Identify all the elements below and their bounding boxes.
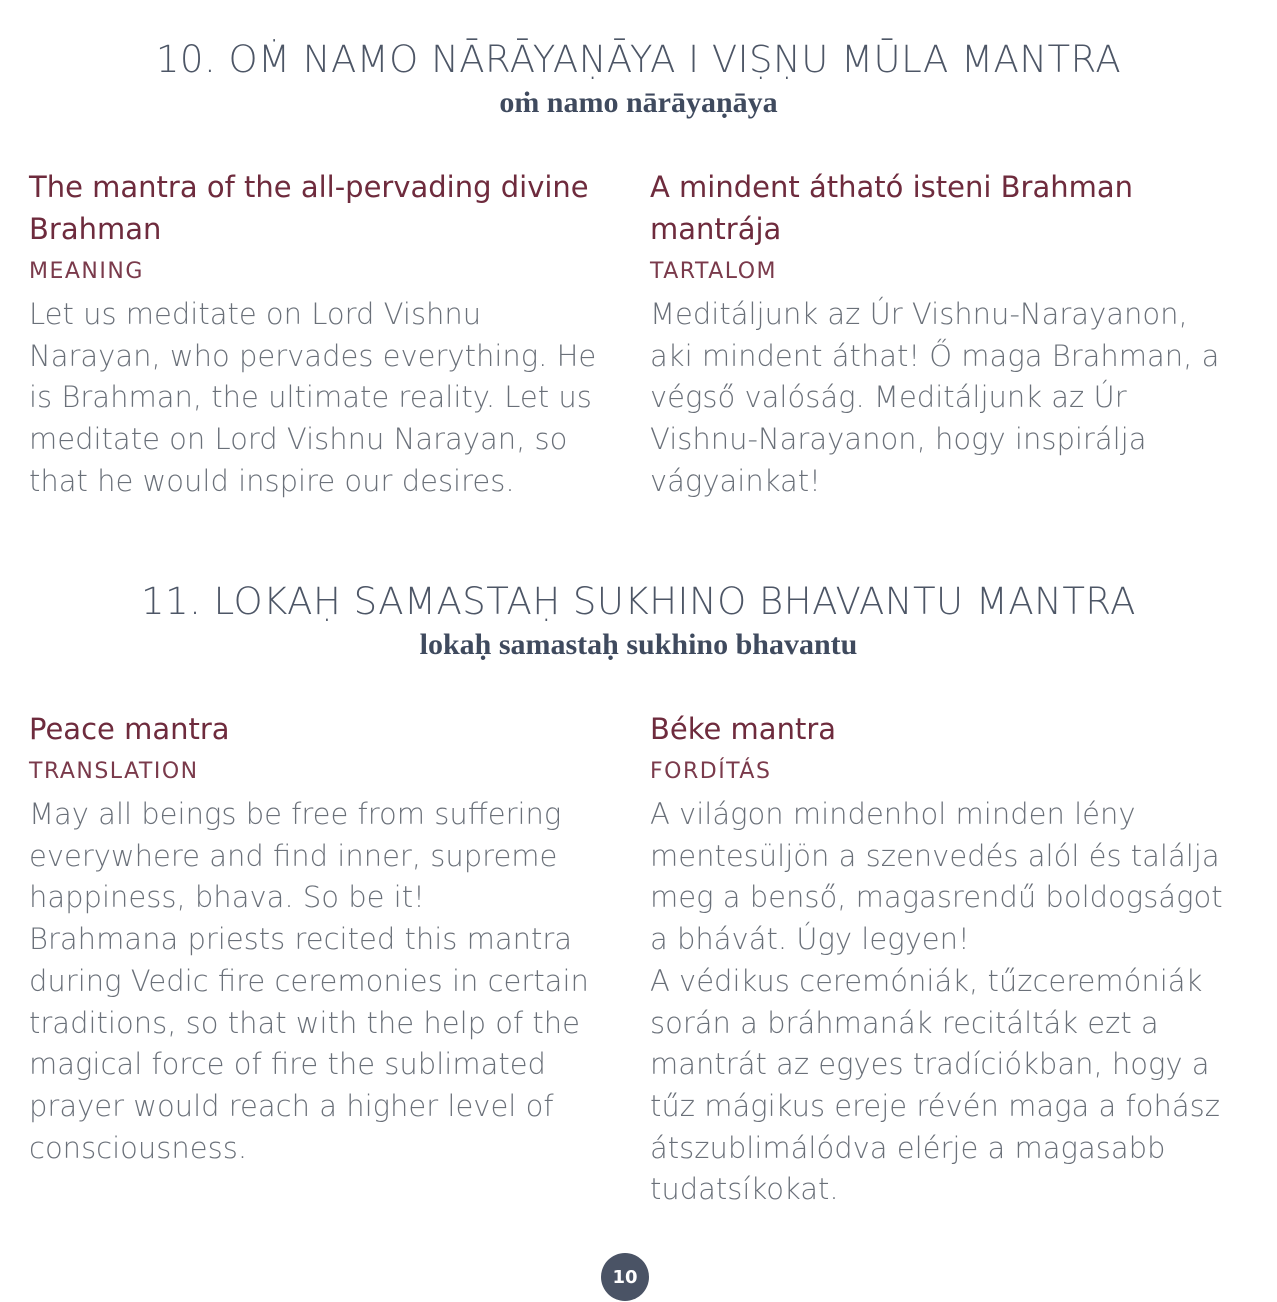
section-2-english-column (29, 708, 604, 1169)
section-2-subtitle: lokaḥ samastaḥ sukhino bhavantu (419, 628, 858, 661)
section-1-hungarian-heading: A mindent átható isteni Brahman mantrája (650, 170, 1133, 246)
section-1-hungarian-label: TARTALOM (650, 259, 778, 284)
section-1-english-paragraph: Let us meditate on Lord Vishnu Narayan, who pervades everything. He is Brahman, the ultimate reality. Let us meditate on Lord Vishnu Narayan, so that he would inspire our desires. (29, 297, 597, 498)
section-2-english-heading: Peace mantra (29, 712, 230, 746)
page-number-badge: 10 (601, 1253, 649, 1301)
section-1-english-heading: The mantra of the all-pervading divine Brahman (29, 170, 589, 246)
section-2-hungarian-column (650, 708, 1225, 1211)
section-2-hungarian-paragraph-1: A világon mindenhol minden lény mentesüljön a szenvedés alól és találja meg a benső, magasrendű boldogságot a bhávát. Úgy legyen! (650, 797, 1223, 957)
section-2-english-label: TRANSLATION (29, 759, 199, 784)
section-2-hungarian-paragraph-2: A védikus ceremóniák, tűzceremóniák során a bráhmanák recitálták ezt a mantrát az egyes tradíciókban, hogy a tűz mágikus ereje révén maga a fohász átszublimálódva elérje a magasabb tudatsíkokat. (650, 963, 1220, 1207)
section-1-hungarian-column (650, 166, 1225, 503)
section-2-hungarian-label: FORDÍTÁS (650, 759, 772, 784)
section-1-hungarian-paragraph: Meditáljunk az Úr Vishnu-Narayanon, aki mindent áthat! Ő maga Brahman, a végső valóság. Meditáljunk az Úr Vishnu-Narayanon, hogy inspirálja vágyainkat! (650, 297, 1220, 498)
section-2-english-paragraph-2: Brahmana priests recited this mantra during Vedic fire ceremonies in certain traditions, so that with the help of the magical force of fire the sublimated prayer would reach a higher level of consciousness. (29, 922, 589, 1165)
section-1-english-label: MEANING (29, 259, 144, 284)
section-1-title: 10. OṀ NAMO NĀRĀYAṆĀYA I VIṢṆU MŪLA MANTRA (155, 38, 1122, 81)
section-2-english-paragraph-1: May all beings be free from suffering everywhere and find inner, supreme happiness, bhava. So be it! (29, 797, 562, 915)
section-2-title: 11. LOKAḤ SAMASTAḤ SUKHINO BHAVANTU MANTRA (141, 580, 1136, 623)
section-2-hungarian-heading: Béke mantra (650, 712, 837, 746)
section-1-english-column (29, 166, 604, 503)
section-1-subtitle: oṁ namo nārāyaṇāya (499, 86, 778, 119)
